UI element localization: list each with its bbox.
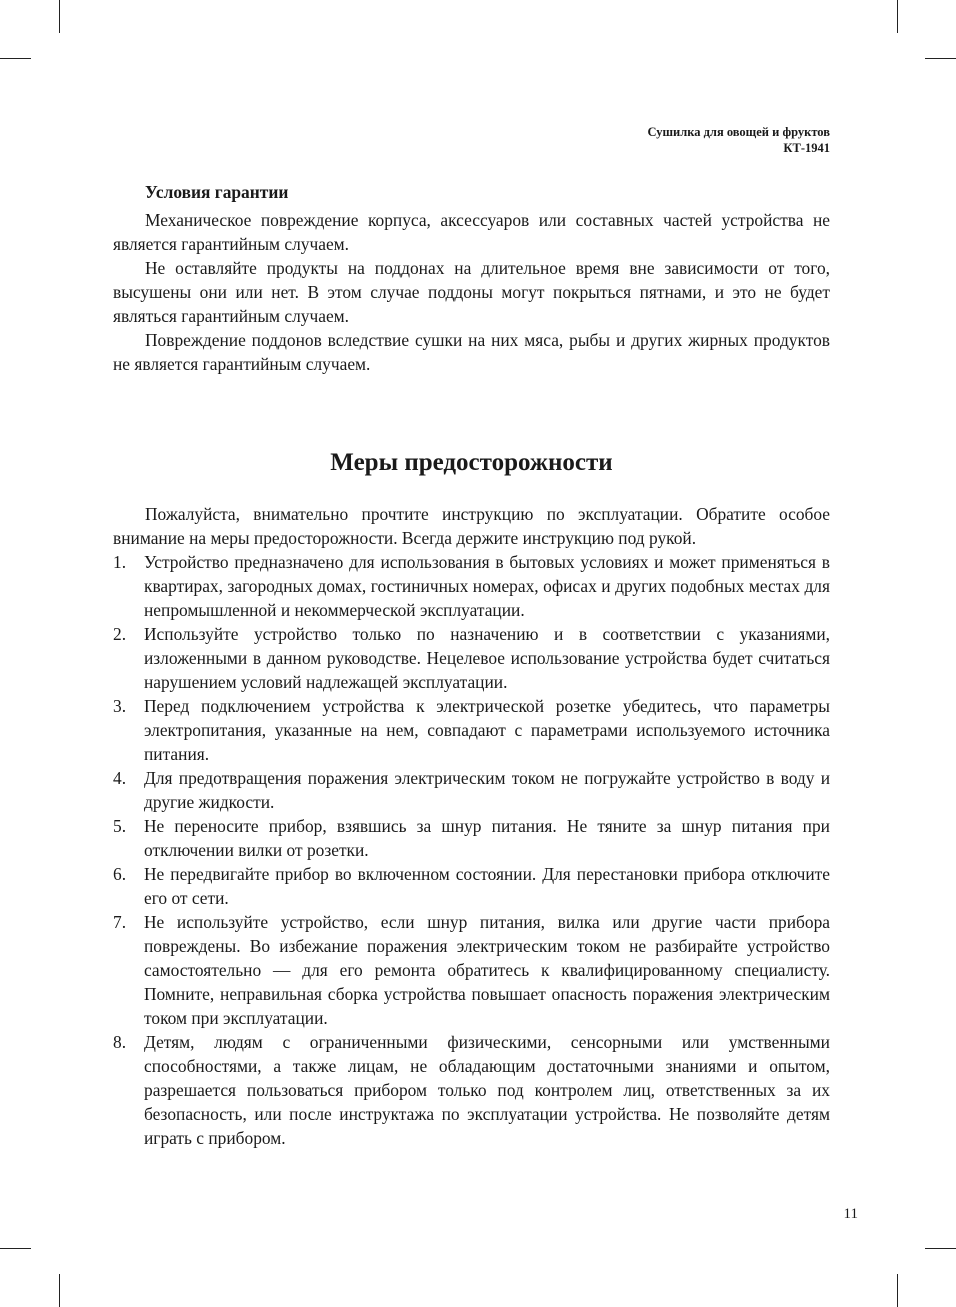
list-item-number: 4. xyxy=(113,768,127,788)
list-item-text: Детям, людям с ограниченными физическими, сенсорными или умственными способностями, а также лицам, не обладающим достаточными знаниями и опытом, разрешается пользоваться прибором только под контролем лиц, ответственных за их безопасность, или после инструктажа по эксплуатации устройства. Не позволяйте детям играть с прибором. xyxy=(144,1032,830,1148)
list-item-number: 5. xyxy=(113,816,127,836)
list-item-number: 1. xyxy=(113,552,127,572)
crop-mark-bottom-left-h xyxy=(0,1248,31,1249)
list-item xyxy=(113,862,830,910)
list-item-text: Не передвигайте прибор во включенном состоянии. Для перестановки прибора отключите его от сети. xyxy=(144,864,830,908)
list-item xyxy=(113,910,830,1030)
list-item xyxy=(113,694,830,766)
list-item-text: Устройство предназначено для использования в бытовых условиях и может применяться в квартирах, загородных домах, гостиничных номерах, офисах и других подобных местах для непромышленной и некоммерческой эксплуатации. xyxy=(144,552,830,620)
list-item-number: 7. xyxy=(113,912,127,932)
list-item-number: 8. xyxy=(113,1032,127,1052)
crop-mark-top-left-h xyxy=(0,58,31,59)
crop-mark-bottom-right-v xyxy=(897,1274,898,1307)
list-item xyxy=(113,766,830,814)
warranty-heading: Условия гарантии xyxy=(145,182,289,202)
crop-mark-bottom-right-h xyxy=(925,1248,956,1249)
list-item-text: Перед подключением устройства к электрической розетке убедитесь, что параметры электропитания, указанные на нем, совпадают с параметрами используемого источника питания. xyxy=(144,696,830,764)
precautions-list xyxy=(113,550,830,1150)
list-item xyxy=(113,622,830,694)
running-header xyxy=(647,124,830,156)
crop-mark-top-right-h xyxy=(925,58,956,59)
list-item-number: 6. xyxy=(113,864,127,884)
warranty-paragraph: Повреждение поддонов вследствие сушки на них мяса, рыбы и других жирных продуктов не является гарантийным случаем. xyxy=(113,330,830,374)
list-item-text: Не используйте устройство, если шнур питания, вилка или другие части прибора повреждены. Во избежание поражения электрическим током не разбирайте устройство самостоятельно — для его ремонта обратитесь к квалифицированному специалисту. Помните, неправильная сборка устройства повышает опасность поражения электрическим током при эксплуатации. xyxy=(144,912,830,1028)
list-item-number: 3. xyxy=(113,696,127,716)
crop-mark-bottom-left-v xyxy=(59,1274,60,1307)
warranty-paragraph: Не оставляйте продукты на поддонах на длительное время вне зависимости от того, высушены они или нет. В этом случае поддоны могут покрыться пятнами, и это не будет являться гарантийным случаем. xyxy=(113,258,830,326)
page-number: 11 xyxy=(843,1206,858,1222)
list-item-text: Используйте устройство только по назначению и в соответствии с указаниями, изложенными в данном руководстве. Нецелевое использование устройства будет считаться нарушением условий надлежащей эксплуатации. xyxy=(144,624,830,692)
list-item xyxy=(113,814,830,862)
header-product-name: Сушилка для овощей и фруктов xyxy=(647,125,830,139)
list-item xyxy=(113,1030,830,1150)
list-item-text: Не переносите прибор, взявшись за шнур питания. Не тяните за шнур питания при отключении вилки от розетки. xyxy=(144,816,830,860)
list-item-text: Для предотвращения поражения электрическим током не погружайте устройство в воду и другие жидкости. xyxy=(144,768,830,812)
list-item-number: 2. xyxy=(113,624,127,644)
precautions-intro: Пожалуйста, внимательно прочтите инструкцию по эксплуатации. Обратите особое внимание на меры предосторожности. Всегда держите инструкцию под рукой. xyxy=(113,504,830,548)
precautions-section xyxy=(113,502,830,1150)
crop-mark-top-left-v xyxy=(59,0,60,33)
header-model: КТ-1941 xyxy=(783,141,830,155)
warranty-paragraph: Механическое повреждение корпуса, аксессуаров или составных частей устройства не является гарантийным случаем. xyxy=(113,210,830,254)
list-item xyxy=(113,550,830,622)
section-title: Меры предосторожности xyxy=(330,449,613,476)
warranty-section xyxy=(113,180,830,376)
crop-mark-top-right-v xyxy=(897,0,898,33)
